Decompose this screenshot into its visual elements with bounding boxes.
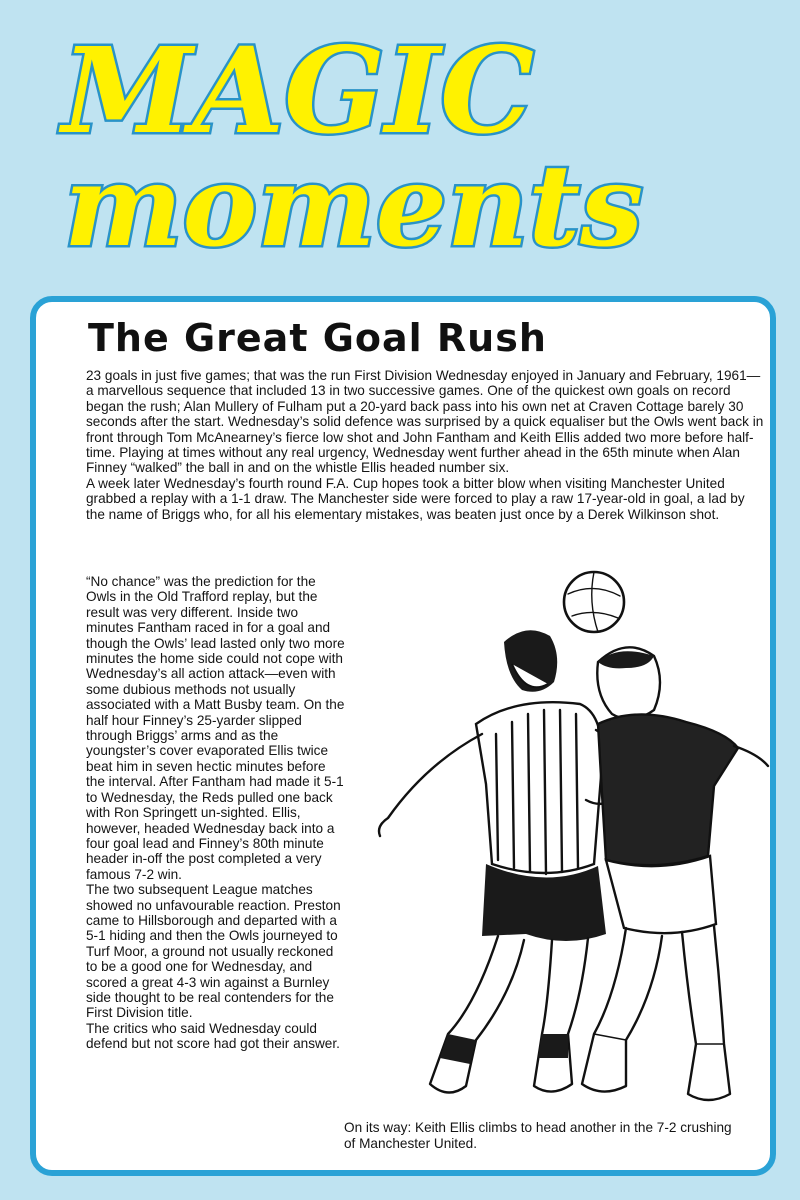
article-headline: The Great Goal Rush xyxy=(88,316,547,360)
article-panel xyxy=(30,296,776,1176)
intro-paragraph: A week later Wednesday’s fourth round F.A. Cup hopes took a bitter blow when visiting Manchester United grabbed a replay with a 1-1 draw. The Manchester side were forced to play a raw 17-year-old in goal, a lad by the name of Briggs who, for all his elementary mistakes, was beaten just once by a Derek Wilkinson shot. xyxy=(86,475,745,522)
photo-caption: On its way: Keith Ellis climbs to head another in the 7-2 crushing of Manchester United. xyxy=(344,1120,732,1151)
article-column xyxy=(86,574,348,1052)
football-illustration xyxy=(336,564,776,1109)
players-heading-ball-drawing xyxy=(336,564,776,1109)
article-intro xyxy=(86,368,766,522)
dark-shirt-player-figure xyxy=(582,647,768,1100)
logo-line-magic: MAGIC xyxy=(62,21,535,160)
column-paragraph: “No chance” was the prediction for the Owls in the Old Trafford replay, but the result was very different. Inside two minutes Fantham raced in for a goal and though the Owls’ lead lasted only two more minutes the home side could not cope with Wednesday’s all action attack—even with some dubious methods not usually associated with a Matt Busby team. On the half hour Finney’s 25-yarder slipped through Briggs’ arms and as the youngster’s cover evaporated Ellis twice beat him in seven hectic minutes before the interval. After Fantham had made it 5-1 to Wednesday, the Reds pulled one back with Ron Springett un-sighted. Ellis, however, headed Wednesday back into a four goal lead and Finney’s 80th minute header in-off the post completed a very famous 7-2 win. xyxy=(86,574,345,882)
logo-line-moments: moments xyxy=(64,141,644,272)
striped-player-figure xyxy=(379,630,626,1092)
magic-moments-logo xyxy=(0,0,800,300)
column-paragraph: The critics who said Wednesday could defend but not score had got their answer. xyxy=(86,1020,340,1052)
intro-paragraph: 23 goals in just five games; that was the run First Division Wednesday enjoyed in January and February, 1961—a marvellous sequence that included 13 in two successive games. One of the quickest own goals on record began the rush; Alan Mullery of Fulham put a 20-yard back pass into his own net at Craven Cottage barely 30 seconds after the start. Wednesday’s solid defence was surprised by a quick equaliser but the Owls went back in front through Tom McAnearney’s fierce low shot and John Fantham and Keith Ellis added two more before half-time. Playing at times without any real urgency, Wednesday went further ahead in the 65th minute when Alan Finney “walked” the ball in and on the whistle Ellis headed number six. xyxy=(86,368,764,476)
column-paragraph: The two subsequent League matches showed no unfavourable reaction. Preston came to Hillsborough and departed with a 5-1 hiding and then the Owls journeyed to Turf Moor, a ground not usually reckoned to be a good one for Wednesday, and scored a great 4-3 win against a Burnley side thought to be real contenders for the First Division title. xyxy=(86,882,341,1021)
football-icon xyxy=(564,572,624,632)
masthead xyxy=(0,0,800,300)
